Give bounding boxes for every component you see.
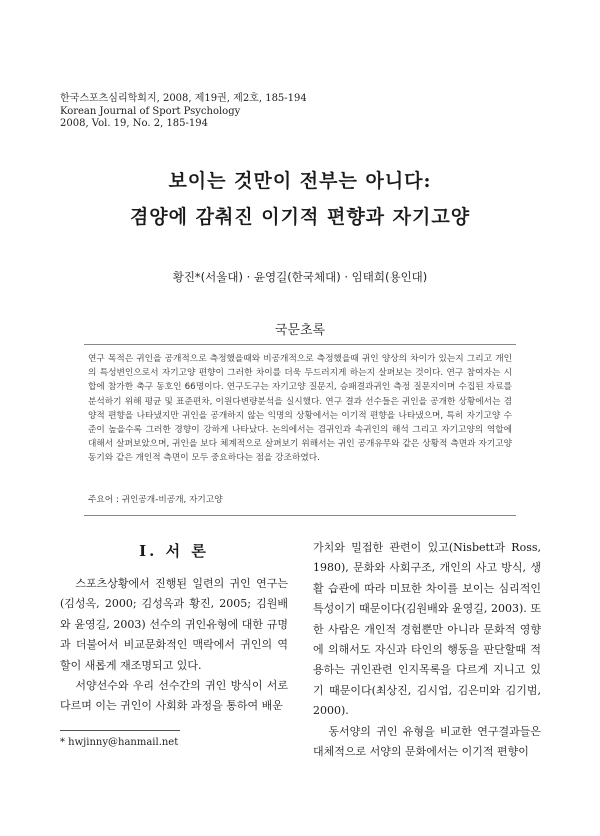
footnote-email: * hwjinny@hanmail.net xyxy=(60,737,179,748)
body-paragraph: 동서양의 귀인 유형을 비교한 연구결과들은 대체적으로 서양의 문화에서는 이기적 편향이 xyxy=(313,724,541,759)
abstract-top-rule xyxy=(84,344,516,345)
body-right-column xyxy=(313,538,541,762)
abstract-heading: 국문초록 xyxy=(274,323,326,338)
body-paragraph: 스포츠상황에서 진행된 일련의 귀인 연구는(김성옥, 2000; 김성옥과 황진, 2005; 김원배와 윤영길, 2003) 선수의 귀인유형에 대한 규명과 더불어서 비교문화적인 맥락에서 귀인의 역할이 새롭게 재조명되고 있다. xyxy=(60,577,288,672)
body-left-column xyxy=(60,574,288,717)
footnote-rule xyxy=(60,730,180,731)
paper-title-line2: 겸양에 감춰진 이기적 편향과 자기고양 xyxy=(129,206,471,228)
abstract-bottom-rule xyxy=(84,515,516,516)
paper-title-line1: 보이는 것만이 전부는 아니다: xyxy=(168,170,432,192)
body-paragraph: 서양선수와 우리 선수간의 귀인 방식이 서로 다르며 이는 귀인이 사회화 과정을 통하여 배운 xyxy=(60,679,288,713)
journal-name-english: Korean Journal of Sport Psychology xyxy=(60,105,241,117)
section-heading-introduction: I. 서 론 xyxy=(139,542,209,560)
journal-citation-korean: 한국스포츠심리학회지, 2008, 제19권, 제2호, 185-194 xyxy=(60,93,307,104)
author-list: 황진*(서울대) · 윤영길(한국체대) · 임태희(용인대) xyxy=(172,270,428,284)
abstract-body xyxy=(88,352,512,466)
body-paragraph: 가치와 밀접한 관련이 있고(Nisbett과 Ross, 1980), 문화와 사회구조, 개인의 사고 방식, 생활 습관에 따라 미묘한 차이를 보이는 심리적인 특성이기 때문이다(김원배와 윤영길, 2003). 또한 사람은 개인적 경험뿐만 아니라 문화적 영향에 의해서도 자신과 타인의 행동을 판단할때 적용하는 귀인관련 인지목록을 다르게 지니고 있기 때문이다(최상진, 김시업, 김은미와 김기범, 2000). xyxy=(313,541,541,718)
abstract-text: 연구 목적은 귀인을 공개적으로 측정했을때와 비공개적으로 측정했을때 귀인 양상의 차이가 있는지 그리고 개인의 특성변인으로서 자기고양 편향이 그러한 차이를 더욱 두드러지게 하는지 살펴보는 것이다. 연구 참여자는 시합에 참가한 축구 동호인 66명이다. 연구도구는 자기고양 질문지, 승패결과귀인 측정 질문지이며 수집된 자료를 분석하기 위해 평균 및 표준편차, 이원다변량분석을 실시했다. 연구 결과 선수들은 귀인을 공개한 상황에서는 겸양적 편향을 나타냈지만 귀인을 공개하지 않는 익명의 상황에서는 이기적 편향을 나타냈으며, 특히 자기고양 수준이 높을수록 그러한 경향이 강하게 나타났다. 논의에서는 겸귀인과 속귀인의 해석 그리고 자기고양의 역할에 대해서 살펴보았으며, 귀인을 보다 체계적으로 살펴보기 위해서는 귀인 공개유무와 같은 상황적 측면과 자기고양동기와 같은 개인적 측면이 모두 중요하다는 점을 강조하였다. xyxy=(88,354,512,464)
journal-citation-english: 2008, Vol. 19, No. 2, 185-194 xyxy=(60,118,208,129)
journal-header xyxy=(60,93,307,131)
keywords: 주요어 : 귀인공개-비공개, 자기고양 xyxy=(88,495,223,505)
